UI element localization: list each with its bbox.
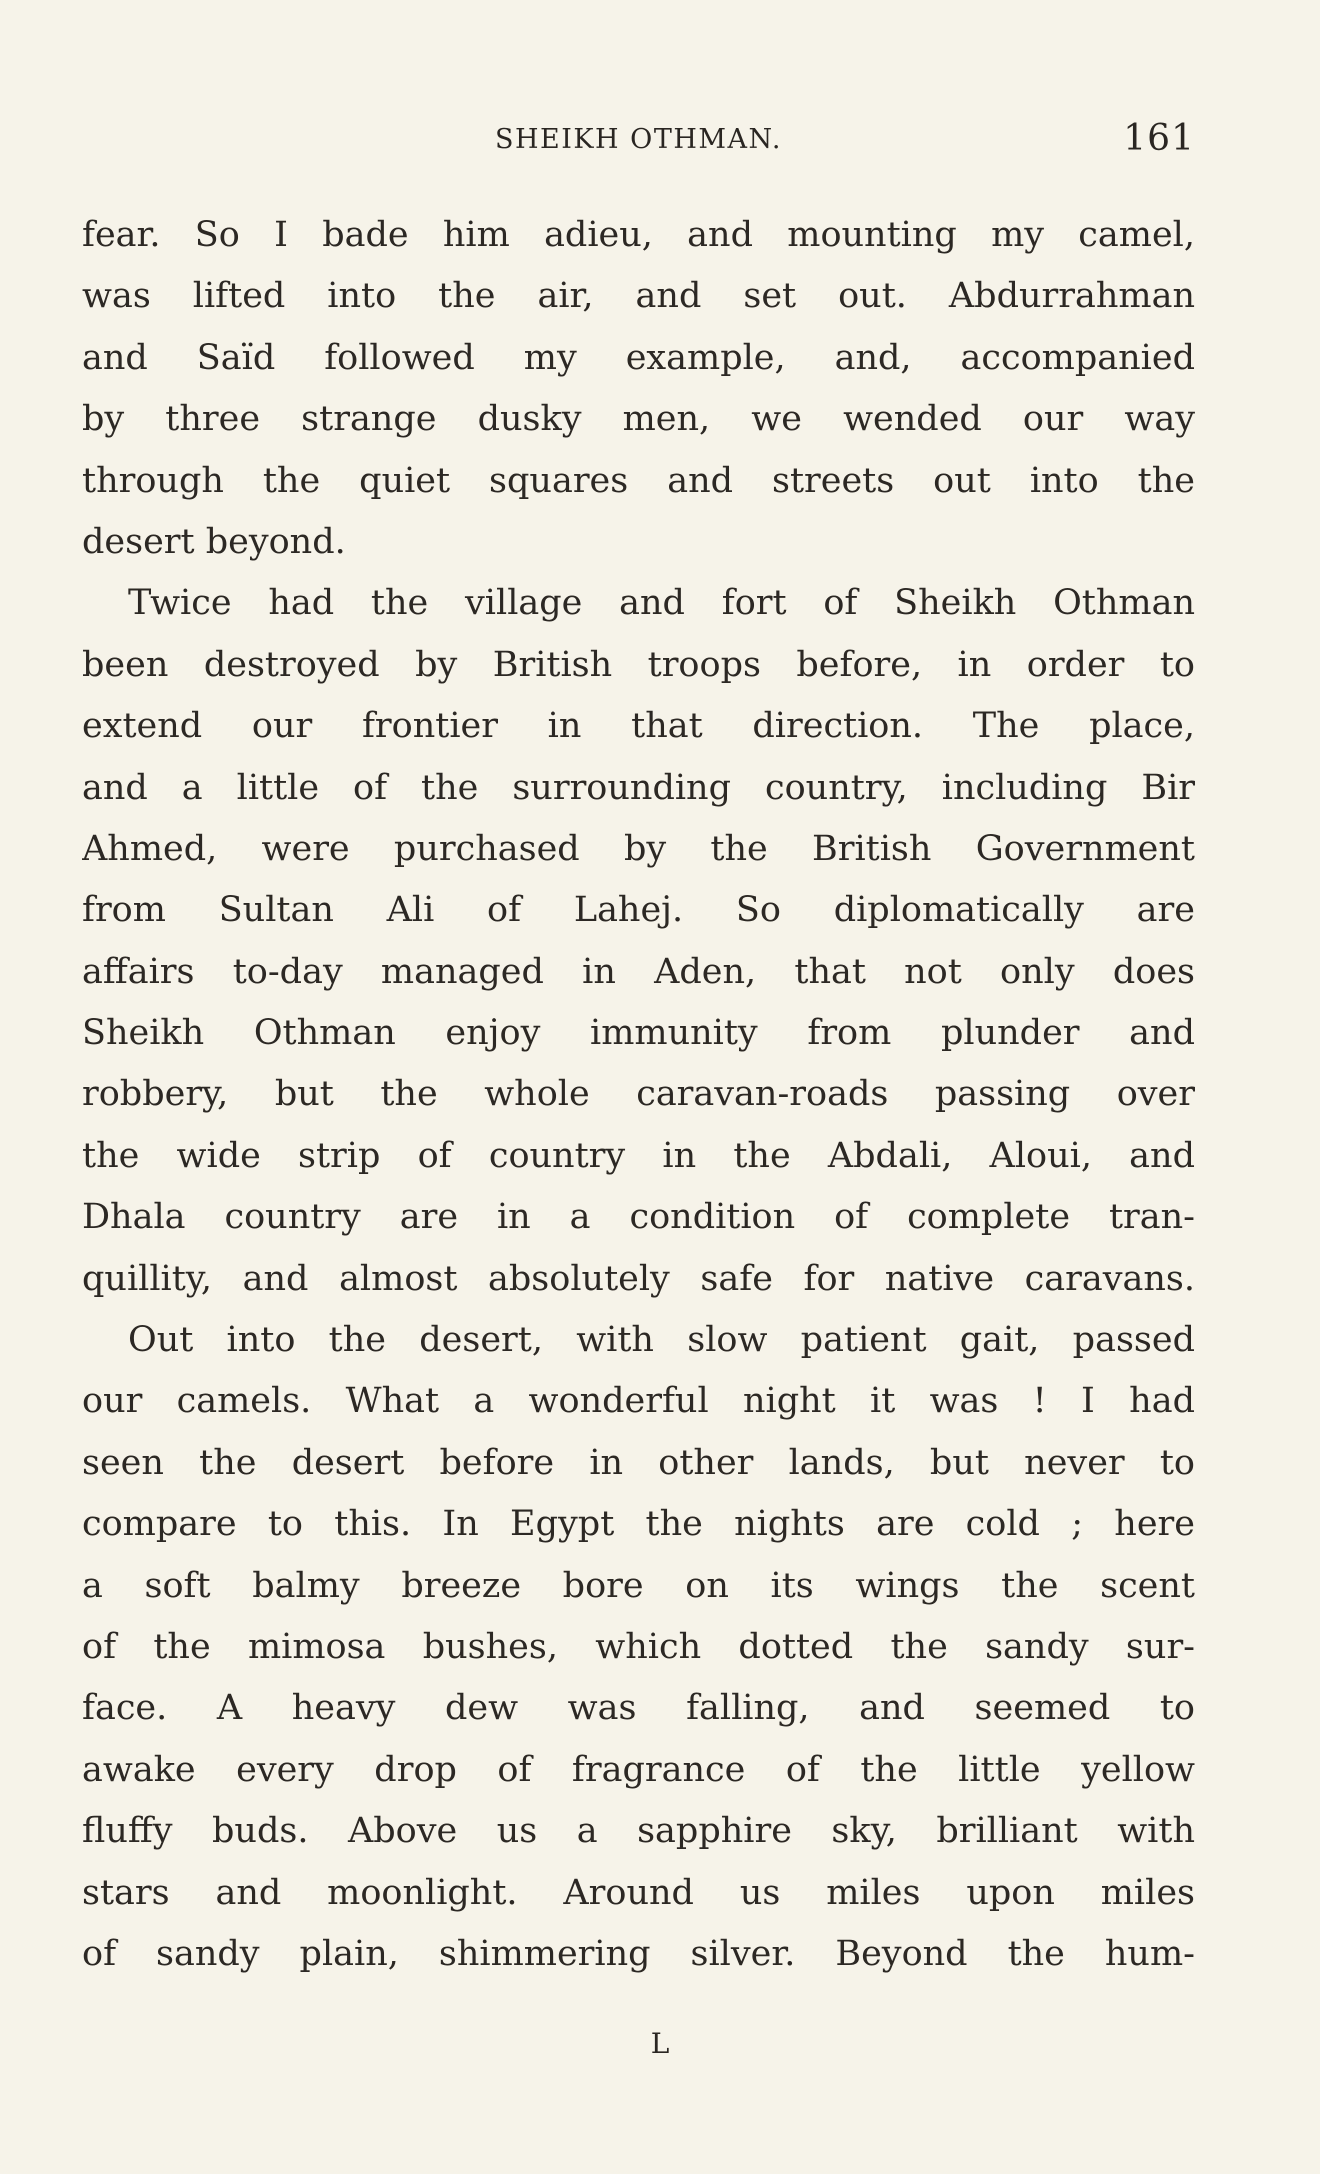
running-title: SHEIKH OTHMAN. [494,124,783,155]
page-number: 161 [1123,118,1195,159]
text-line: quillity, and almost absolutely safe for native caravans. [82,1258,1195,1299]
text-line: affairs to-day managed in Aden, that not only does [82,951,1195,992]
paragraph-start-line: Twice had the village and fort of Sheikh Othman [128,583,1195,624]
signature-mark: L [650,2027,670,2060]
text-line: the wide strip of country in the Abdali, Aloui, and [82,1135,1195,1176]
text-line: through the quiet squares and streets out into the [82,460,1195,501]
text-line: face. A heavy dew was falling, and seemed to [82,1688,1195,1729]
text-line: robbery, but the whole caravan-roads passing over [82,1074,1195,1115]
paragraph-start-line: Out into the desert, with slow patient gait, passed [128,1320,1195,1361]
text-line: awake every drop of fragrance of the little yellow [82,1749,1195,1790]
text-line: compare to this. In Egypt the nights are cold ; here [82,1504,1195,1545]
text-line: fear. So I bade him adieu, and mounting my camel, [82,215,1195,255]
text-line: and Saïd followed my example, and, accompanied [82,337,1195,378]
text-line: of the mimosa bushes, which dotted the sandy sur- [82,1626,1195,1667]
text-line: and a little of the surrounding country, including Bir [82,767,1195,808]
text-line: a soft balmy breeze bore on its wings the scent [82,1565,1195,1606]
text-line: fluffy buds. Above us a sapphire sky, brilliant with [82,1811,1195,1852]
text-line: seen the desert before in other lands, but never to [82,1442,1195,1483]
running-head [82,118,1195,168]
text-line: from Sultan Ali of Lahej. So diplomatically are [82,890,1195,931]
text-line: was lifted into the air, and set out. Abdurrahman [82,276,1195,317]
text-line: of sandy plain, shimmering silver. Beyond the hum- [82,1933,1195,1974]
text-line: desert beyond. [82,521,346,562]
text-line: Dhala country are in a condition of complete tran- [82,1197,1195,1238]
text-line: Sheikh Othman enjoy immunity from plunder and [82,1013,1195,1054]
text-line: our camels. What a wonderful night it was ! I had [82,1381,1195,1422]
body-text [82,205,1195,1985]
text-line: by three strange dusky men, we wended our way [82,399,1195,440]
text-line: been destroyed by British troops before, in order to [82,644,1195,685]
text-line: stars and moonlight. Around us miles upon miles [82,1872,1195,1913]
text-line: extend our frontier in that direction. The place, [82,706,1195,747]
text-line: Ahmed, were purchased by the British Government [82,828,1195,869]
